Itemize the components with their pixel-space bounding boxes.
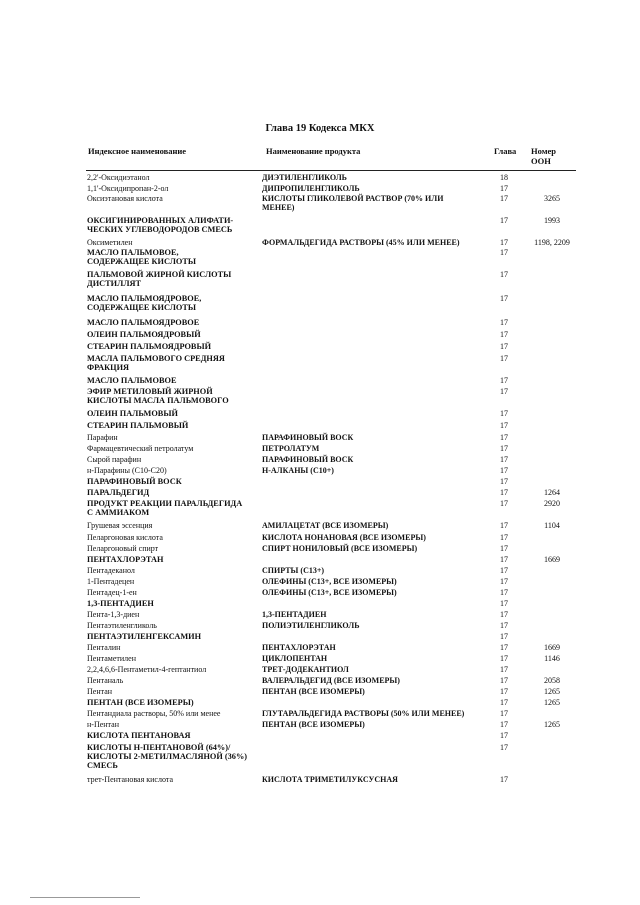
chapter-cell: 17 [500, 270, 508, 279]
un-number-cell: 1669 [544, 643, 560, 652]
table-row [0, 354, 640, 376]
table-row [0, 238, 640, 248]
chapter-cell: 17 [500, 330, 508, 339]
index-name-cell: МАСЛО ПАЛЬМОВОЕ [87, 376, 177, 385]
index-name-cell: ПЕНТАЭТИЛЕНГЕКСАМИН [87, 632, 202, 641]
index-name-cell: Пентандиала растворы, 50% или менее [87, 709, 221, 718]
chapter-cell: 17 [500, 318, 508, 327]
index-name-cell: МАСЛО ПАЛЬМОЯДРОВОЕ, СОДЕРЖАЩЕЕ КИСЛОТЫ [87, 294, 202, 312]
chapter-cell: 17 [500, 248, 508, 257]
chapter-cell: 17 [500, 466, 508, 475]
header-chapter: Глава [494, 146, 517, 156]
chapter-cell: 17 [500, 194, 508, 203]
un-number-cell: 3265 [544, 194, 560, 203]
index-name-cell: ПАРАФИНОВЫЙ ВОСК [87, 477, 182, 486]
un-number-cell: 1669 [544, 555, 560, 564]
chapter-cell: 17 [500, 577, 508, 586]
chapter-cell: 17 [500, 632, 508, 641]
chapter-cell: 17 [500, 665, 508, 674]
un-number-cell: 1265 [544, 720, 560, 729]
table-row [0, 488, 640, 499]
un-number-cell: 1146 [544, 654, 560, 663]
index-name-cell: Сырой парафин [87, 455, 142, 464]
index-name-cell: Пентадеканол [87, 566, 135, 575]
product-name-cell: СПИРТ НОНИЛОВЫЙ (ВСЕ ИЗОМЕРЫ) [262, 544, 418, 553]
chapter-cell: 17 [500, 743, 508, 752]
chapter-cell: 17 [500, 544, 508, 553]
index-name-cell: ПЕНТАН (ВСЕ ИЗОМЕРЫ) [87, 698, 194, 707]
index-name-cell: Грушевая эссенция [87, 521, 153, 530]
table-row [0, 577, 640, 588]
index-name-cell: ОЛЕИН ПАЛЬМОВЫЙ [87, 409, 178, 418]
chapter-cell: 17 [500, 709, 508, 718]
product-name-cell: КИСЛОТА НОНАНОВАЯ (ВСЕ ИЗОМЕРЫ) [262, 533, 426, 542]
product-name-cell: СПИРТЫ (С13+) [262, 566, 325, 575]
product-name-cell: ОЛЕФИНЫ (С13+, ВСЕ ИЗОМЕРЫ) [262, 588, 397, 597]
chapter-cell: 17 [500, 238, 508, 247]
chapter-cell: 17 [500, 294, 508, 303]
product-name-cell: ПЕНТАХЛОРЭТАН [262, 643, 336, 652]
index-name-cell: Пентаметилен [87, 654, 136, 663]
chapter-cell: 17 [500, 687, 508, 696]
table-row [0, 610, 640, 621]
index-name-cell: ПЕНТАХЛОРЭТАН [87, 555, 164, 564]
product-name-cell: ПЕНТАН (ВСЕ ИЗОМЕРЫ) [262, 720, 365, 729]
table-row [0, 184, 640, 194]
index-name-cell: Пента-1,3-диен [87, 610, 140, 619]
table-body [0, 173, 640, 786]
index-name-cell: МАСЛО ПАЛЬМОВОЕ, СОДЕРЖАЩЕЕ КИСЛОТЫ [87, 248, 197, 266]
table-row [0, 477, 640, 488]
index-name-cell: н-Парафины (С10-С20) [87, 466, 167, 475]
product-name-cell: ПАРАФИНОВЫЙ ВОСК [262, 455, 354, 464]
table-row [0, 216, 640, 238]
index-name-cell: 1,3-ПЕНТАДИЕН [87, 599, 154, 608]
index-name-cell: Оксиметилен [87, 238, 133, 247]
table-row [0, 709, 640, 720]
product-name-cell: ЦИКЛОПЕНТАН [262, 654, 328, 663]
table-row [0, 318, 640, 330]
index-name-cell: Пеларгоновый спирт [87, 544, 159, 553]
chapter-cell: 17 [500, 643, 508, 652]
header-product-name: Наименование продукта [266, 146, 361, 156]
table-row [0, 387, 640, 409]
table-row [0, 566, 640, 577]
chapter-cell: 17 [500, 698, 508, 707]
chapter-cell: 17 [500, 387, 508, 396]
chapter-cell: 17 [500, 444, 508, 453]
table-row [0, 643, 640, 654]
header-un-number: Номер ООН [531, 146, 556, 166]
table-row [0, 466, 640, 477]
table-row [0, 342, 640, 354]
table-row [0, 521, 640, 533]
index-name-cell: ОКСИГИНИРОВАННЫХ АЛИФАТИ- ЧЕСКИХ УГЛЕВОДОРОДОВ СМЕСЬ [87, 216, 234, 234]
index-name-cell: Пентадец-1-ен [87, 588, 137, 597]
product-name-cell: ДИПРОПИЛЕНГЛИКОЛЬ [262, 184, 360, 193]
table-row [0, 687, 640, 698]
chapter-cell: 17 [500, 354, 508, 363]
chapter-cell: 17 [500, 477, 508, 486]
index-name-cell: н-Пентан [87, 720, 119, 729]
chapter-cell: 17 [500, 676, 508, 685]
chapter-cell: 17 [500, 499, 508, 508]
table-row [0, 665, 640, 676]
chapter-cell: 18 [500, 173, 508, 182]
table-row [0, 621, 640, 632]
product-name-cell: ТРЕТ-ДОДЕКАНТИОЛ [262, 665, 349, 674]
table-row [0, 676, 640, 687]
product-name-cell: ПОЛИЭТИЛЕНГЛИКОЛЬ [262, 621, 360, 630]
product-name-cell: ВАЛЕРАЛЬДЕГИД (ВСЕ ИЗОМЕРЫ) [262, 676, 400, 685]
table-row [0, 698, 640, 709]
header-index-name: Индексное наименование [88, 146, 187, 156]
chapter-cell: 17 [500, 409, 508, 418]
table-row [0, 330, 640, 342]
index-name-cell: СТЕАРИН ПАЛЬМОЯДРОВЫЙ [87, 342, 212, 351]
table-row [0, 444, 640, 455]
table-row [0, 588, 640, 599]
chapter-cell: 17 [500, 588, 508, 597]
index-name-cell: Пентаэтиленгликоль [87, 621, 157, 630]
chapter-cell: 17 [500, 775, 508, 784]
table-row [0, 376, 640, 387]
un-number-cell: 1264 [544, 488, 560, 497]
index-name-cell: ПАЛЬМОВОЙ ЖИРНОЙ КИСЛОТЫ ДИСТИЛЛЯТ [87, 270, 232, 288]
table-row [0, 544, 640, 555]
table-row [0, 555, 640, 566]
index-name-cell: трет-Пентановая кислота [87, 775, 173, 784]
un-number-cell: 2058 [544, 676, 560, 685]
index-name-cell: Парафин [87, 433, 118, 442]
index-name-cell: ОЛЕИН ПАЛЬМОЯДРОВЫЙ [87, 330, 201, 339]
page-title: Глава 19 Кодекса МКХ [265, 123, 375, 134]
table-row [0, 632, 640, 643]
chapter-cell: 17 [500, 521, 508, 530]
table-row [0, 499, 640, 521]
table-row [0, 731, 640, 743]
table-row [0, 743, 640, 775]
table-row [0, 720, 640, 731]
table-row [0, 421, 640, 433]
chapter-cell: 17 [500, 731, 508, 740]
index-name-cell: 2,2'-Оксидиэтанол [87, 173, 150, 182]
chapter-cell: 17 [500, 566, 508, 575]
chapter-cell: 17 [500, 376, 508, 385]
chapter-cell: 17 [500, 720, 508, 729]
index-name-cell: ПАРАЛЬДЕГИД [87, 488, 150, 497]
chapter-cell: 17 [500, 433, 508, 442]
index-name-cell: ПРОДУКТ РЕАКЦИИ ПАРАЛЬДЕГИДА С АММИАКОМ [87, 499, 243, 517]
product-name-cell: ГЛУТАРАЛЬДЕГИДА РАСТВОРЫ (50% ИЛИ МЕНЕЕ) [262, 709, 465, 718]
table-row [0, 194, 640, 216]
un-number-cell: 1265 [544, 698, 560, 707]
index-name-cell: КИСЛОТЫ Н-ПЕНТАНОВОЙ (64%)/ КИСЛОТЫ 2-МЕТИЛМАСЛЯНОЙ (36%) СМЕСЬ [87, 743, 248, 770]
product-name-cell: ОЛЕФИНЫ (С13+, ВСЕ ИЗОМЕРЫ) [262, 577, 397, 586]
index-name-cell: 1-Пентадецен [87, 577, 135, 586]
un-number-cell: 1265 [544, 687, 560, 696]
chapter-cell: 17 [500, 421, 508, 430]
un-number-cell: 1104 [544, 521, 560, 530]
table-row [0, 173, 640, 184]
product-name-cell: 1,3-ПЕНТАДИЕН [262, 610, 327, 619]
chapter-cell: 17 [500, 488, 508, 497]
product-name-cell: КИСЛОТА ТРИМЕТИЛУКСУСНАЯ [262, 775, 398, 784]
index-name-cell: 2,2,4,6,6-Пентаметил-4-гептантиол [87, 665, 207, 674]
table-row [0, 248, 640, 270]
product-name-cell: КИСЛОТЫ ГЛИКОЛЕВОЙ РАСТВОР (70% ИЛИ МЕНЕЕ) [262, 194, 444, 212]
table-row [0, 294, 640, 318]
un-number-cell: 1993 [544, 216, 560, 225]
index-name-cell: КИСЛОТА ПЕНТАНОВАЯ [87, 731, 191, 740]
product-name-cell: АМИЛАЦЕТАТ (ВСЕ ИЗОМЕРЫ) [262, 521, 389, 530]
chapter-cell: 17 [500, 621, 508, 630]
index-name-cell: МАСЛА ПАЛЬМОВОГО СРЕДНЯЯ ФРАКЦИЯ [87, 354, 225, 372]
table-row [0, 455, 640, 466]
index-name-cell: МАСЛО ПАЛЬМОЯДРОВОЕ [87, 318, 200, 327]
chapter-cell: 17 [500, 342, 508, 351]
product-name-cell: ДИЭТИЛЕНГЛИКОЛЬ [262, 173, 347, 182]
table-row [0, 409, 640, 421]
table-row [0, 270, 640, 294]
chapter-cell: 17 [500, 654, 508, 663]
index-name-cell: Пенталин [87, 643, 121, 652]
index-name-cell: 1,1'-Оксидипропан-2-ол [87, 184, 169, 193]
table-row [0, 775, 640, 786]
table-row [0, 654, 640, 665]
index-name-cell: СТЕАРИН ПАЛЬМОВЫЙ [87, 421, 189, 430]
index-name-cell: Пеларгоновая кислота [87, 533, 163, 542]
chapter-cell: 17 [500, 610, 508, 619]
index-name-cell: Оксиэтановая кислота [87, 194, 163, 203]
product-name-cell: ФОРМАЛЬДЕГИДА РАСТВОРЫ (45% ИЛИ МЕНЕЕ) [262, 238, 460, 247]
footer-divider [30, 897, 140, 898]
chapter-cell: 17 [500, 599, 508, 608]
product-name-cell: Н-АЛКАНЫ (С10+) [262, 466, 334, 475]
un-number-cell: 2920 [544, 499, 560, 508]
table-row [0, 533, 640, 544]
header-divider [86, 170, 576, 171]
product-name-cell: ПАРАФИНОВЫЙ ВОСК [262, 433, 354, 442]
table-row [0, 433, 640, 444]
chapter-cell: 17 [500, 533, 508, 542]
un-number-cell: 1198, 2209 [534, 238, 570, 247]
product-name-cell: ПЕНТАН (ВСЕ ИЗОМЕРЫ) [262, 687, 365, 696]
table-row [0, 599, 640, 610]
product-name-cell: ПЕТРОЛАТУМ [262, 444, 320, 453]
index-name-cell: Фармацевтический петролатум [87, 444, 194, 453]
chapter-cell: 17 [500, 184, 508, 193]
chapter-cell: 17 [500, 455, 508, 464]
chapter-cell: 17 [500, 216, 508, 225]
chapter-cell: 17 [500, 555, 508, 564]
index-name-cell: Пентан [87, 687, 113, 696]
index-name-cell: Пентаналь [87, 676, 124, 685]
index-name-cell: ЭФИР МЕТИЛОВЫЙ ЖИРНОЙ КИСЛОТЫ МАСЛА ПАЛЬМОВОГО [87, 387, 229, 405]
